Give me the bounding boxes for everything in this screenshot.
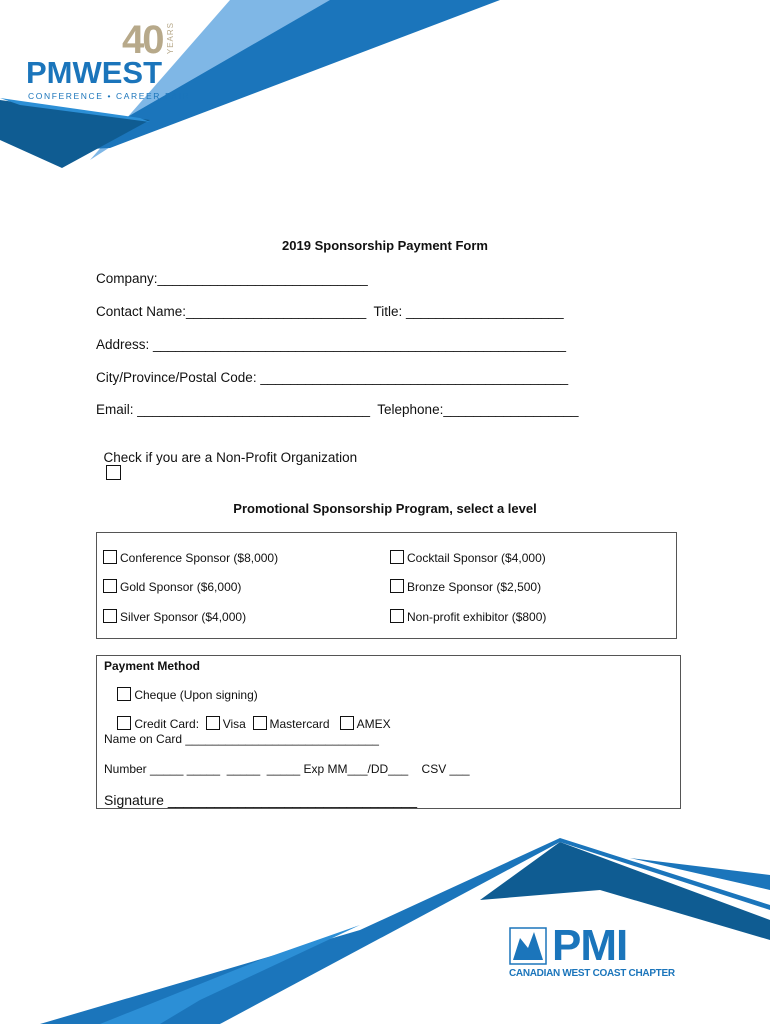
level-label: Non-profit exhibitor ($800) (407, 610, 547, 624)
anniversary-number: 40 (122, 18, 163, 62)
nonprofit-label: Check if you are a Non-Profit Organization (103, 450, 358, 465)
city-province-postal-field[interactable]: City/Province/Postal Code: _________________________________________ (96, 370, 569, 385)
mastercard-label: Mastercard (269, 717, 330, 731)
level-conference[interactable] (103, 550, 278, 565)
brand-logo-text: PMWEST (26, 55, 163, 90)
level-gold[interactable] (103, 579, 241, 594)
sponsorship-levels-box (96, 532, 677, 639)
contact-title-field[interactable]: Contact Name:________________________ Title: _____________________ (96, 304, 564, 319)
name-on-card-field[interactable]: Name on Card _____________________________ (104, 732, 379, 746)
visa-label: Visa (222, 717, 246, 731)
nonprofit-row (96, 435, 357, 481)
address-field[interactable]: Address: _______________________________________________________ (96, 337, 566, 352)
payment-heading: Payment Method (104, 659, 201, 673)
level-label: Conference Sponsor ($8,000) (120, 551, 279, 565)
level-checkbox[interactable] (390, 579, 404, 593)
amex-label: AMEX (356, 717, 391, 731)
level-nonprofit-exhibitor[interactable] (390, 609, 546, 624)
mastercard-checkbox[interactable] (253, 716, 267, 730)
payment-method-box (96, 655, 681, 809)
level-silver[interactable] (103, 609, 246, 624)
sponsorship-heading: Promotional Sponsorship Program, select a level (233, 501, 537, 516)
anniversary-word: YEARS (166, 22, 175, 55)
level-checkbox[interactable] (390, 609, 404, 623)
amex-checkbox[interactable] (340, 716, 354, 730)
level-checkbox[interactable] (103, 579, 117, 593)
visa-checkbox[interactable] (206, 716, 220, 730)
chapter-name: CANADIAN WEST COAST CHAPTER (509, 968, 675, 979)
brand-tagline: CONFERENCE • CAREER FAIR (28, 91, 191, 101)
credit-card-label: Credit Card: (134, 717, 200, 731)
card-number-field[interactable]: Number _____ _____ _____ _____ Exp MM___/DD___ CSV ___ (104, 762, 470, 776)
form-title: 2019 Sponsorship Payment Form (282, 238, 488, 253)
level-label: Bronze Sponsor ($2,500) (407, 580, 542, 594)
credit-card-checkbox[interactable] (117, 716, 131, 730)
email-telephone-field[interactable]: Email: _______________________________ Telephone:__________________ (96, 402, 579, 417)
level-checkbox[interactable] (103, 609, 117, 623)
level-label: Gold Sponsor ($6,000) (120, 580, 242, 594)
cheque-label: Cheque (Upon signing) (134, 688, 258, 702)
level-checkbox[interactable] (103, 550, 117, 564)
nonprofit-checkbox[interactable] (106, 465, 121, 480)
signature-field[interactable]: Signature ________________________________ (104, 792, 417, 808)
company-field[interactable]: Company:____________________________ (96, 271, 368, 286)
pmi-logo-text: PMI (552, 921, 628, 970)
cheque-checkbox[interactable] (117, 687, 131, 701)
level-label: Silver Sponsor ($4,000) (120, 610, 247, 624)
level-checkbox[interactable] (390, 550, 404, 564)
level-cocktail[interactable] (390, 550, 546, 565)
level-label: Cocktail Sponsor ($4,000) (407, 551, 546, 565)
level-bronze[interactable] (390, 579, 541, 594)
